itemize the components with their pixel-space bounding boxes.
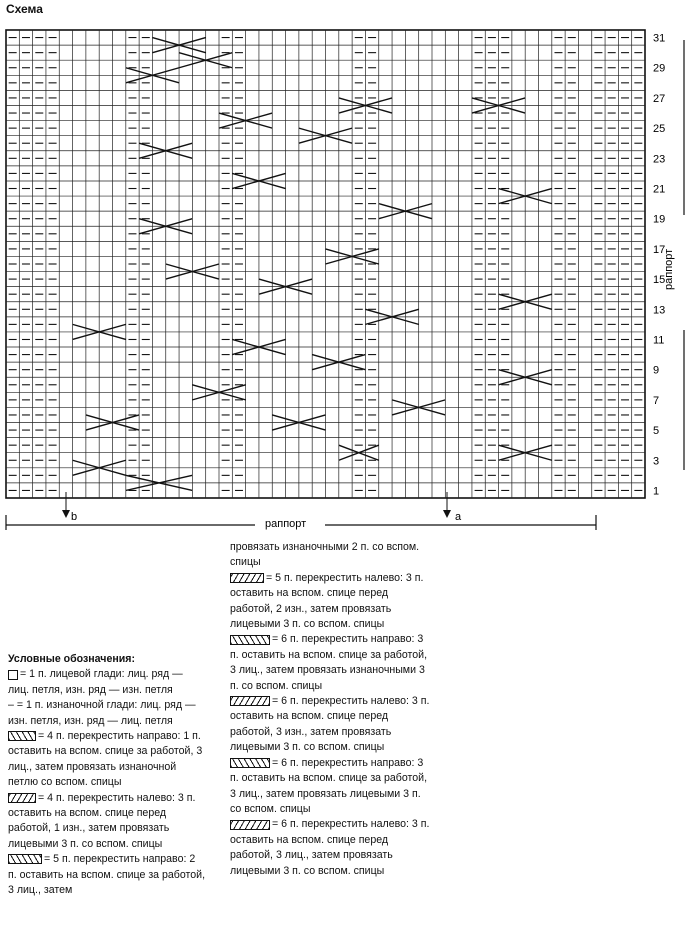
legend-item: = 4 п. перекрестить налево: 3 п. оставить на вспом. спице перед работой, 1 изн., затем провязать лицевыми 3 п. со вспом. спицы	[8, 791, 196, 850]
row-number-label: 7	[653, 394, 660, 407]
rapport-label-bottom: раппорт	[265, 518, 307, 530]
row-number-label: 9	[653, 364, 660, 377]
row-number-label: 19	[653, 213, 666, 226]
cable-6-right-knit-symbol	[230, 758, 270, 768]
legend-item: = 4 п. перекрестить направо: 1 п. оставить на вспом. спице за работой, 3 лиц., затем провязать изнаночной петлю со вспом. спицы	[8, 730, 203, 789]
cable-5-left-symbol	[230, 573, 264, 583]
marker-b-label: b	[71, 511, 78, 523]
row-number-label: 25	[653, 123, 666, 136]
cable-6-right-purl-symbol	[230, 635, 270, 645]
legend-item: = 6 п. перекрестить направо: 3 п. оставить на вспом. спице за работой, 3 лиц., затем провязать изнаночными 3 п. со вспом. спицы	[230, 633, 428, 692]
legend-item: провязать изнаночными 2 п. со вспом. спицы	[230, 541, 420, 569]
cable-4-left-symbol	[8, 793, 36, 803]
row-number-label: 13	[653, 304, 666, 317]
row-number-label: 17	[653, 243, 666, 256]
cable-5-right-symbol	[8, 854, 42, 864]
row-number-label: 1	[653, 485, 660, 498]
marker-a-arrow	[443, 510, 451, 518]
cable-4-right-symbol	[8, 731, 36, 741]
legend-left	[8, 652, 206, 899]
row-number-label: 23	[653, 153, 666, 166]
row-number-label: 31	[653, 32, 666, 45]
rapport-label-right: раппорт	[663, 248, 675, 290]
legend-item: = 6 п. перекрестить налево: 3 п. оставить на вспом. спице перед работой, 3 изн., затем провязать лицевыми 3 п. со вспом. спицы	[230, 695, 430, 754]
row-number-label: 3	[653, 455, 660, 468]
knit-stitch-symbol	[8, 670, 18, 680]
row-number-label: 5	[653, 425, 660, 438]
chart-title: Схема	[6, 2, 43, 16]
cable-6-left-knit-symbol	[230, 820, 270, 830]
legend-item: – = 1 п. изнаночной глади: лиц. ряд — изн. петля, изн. ряд — лиц. петля	[8, 699, 196, 727]
row-number-label: 29	[653, 62, 666, 75]
legend-item: = 6 п. перекрестить налево: 3 п. оставить на вспом. спице перед работой, 3 лиц., затем провязать лицевыми 3 п. со вспом. спицы	[230, 818, 430, 877]
legend-item: = 1 п. лицевой глади: лиц. ряд — лиц. петля, изн. ряд — изн. петля	[8, 668, 183, 696]
cable-6-left-purl-symbol	[230, 696, 270, 706]
row-number-label: 27	[653, 92, 666, 105]
legend-heading: Условные обозначения:	[8, 653, 135, 665]
legend-item: = 6 п. перекрестить направо: 3 п. оставить на вспом. спице за работой, 3 лиц., затем провязать лицевыми 3 п. со вспом. спицы	[230, 756, 428, 815]
marker-a-label: a	[455, 511, 462, 523]
row-number-label: 15	[653, 274, 666, 287]
row-number-label: 11	[653, 334, 665, 347]
row-number-label: 21	[653, 183, 666, 196]
legend-item: = 5 п. перекрестить направо: 2 п. оставить на вспом. спице за работой, 3 лиц., затем	[8, 853, 206, 897]
legend-right	[230, 540, 430, 879]
legend-item: = 5 п. перекрестить налево: 3 п. оставить на вспом. спице перед работой, 2 изн., затем провязать лицевыми 3 п. со вспом. спицы	[230, 571, 424, 631]
marker-b-arrow	[62, 510, 70, 518]
